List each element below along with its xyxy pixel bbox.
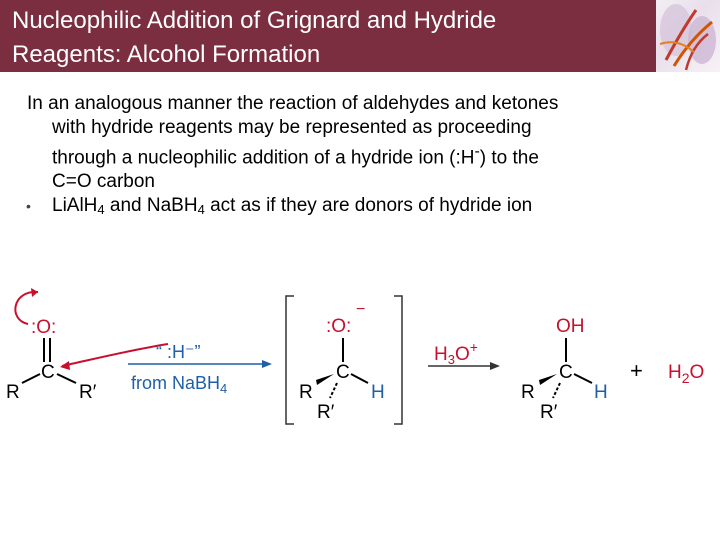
left-bracket xyxy=(286,296,294,424)
title-bar xyxy=(0,0,656,72)
hydronium-sub: 3 xyxy=(447,352,455,367)
hydronium-h: H xyxy=(434,344,448,365)
hydronium-charge: + xyxy=(469,339,478,355)
ketone-bond-rprime xyxy=(57,374,76,383)
intro-line-3-text: through a nucleophilic addition of a hydride ion (:H xyxy=(52,147,475,169)
right-bracket xyxy=(394,296,402,424)
bullet-text-b: and NaBH xyxy=(104,195,198,217)
product-wedge-r xyxy=(539,374,557,385)
ketone-r-prime: R′ xyxy=(79,382,97,403)
ketone-structure xyxy=(6,288,97,403)
bullet-text-a: LiAlH xyxy=(52,195,98,217)
product-oh: OH xyxy=(556,316,585,337)
product-carbon: C xyxy=(559,362,573,383)
slide-title-line-2: Reagents: Alcohol Formation xyxy=(12,41,321,68)
hydride-source xyxy=(131,373,227,396)
hydride-label: “ :H⁻” xyxy=(156,342,201,362)
ketone-bond-r xyxy=(22,374,40,383)
product-r-prime: R′ xyxy=(540,402,558,423)
bullet-sub-b: 4 xyxy=(197,202,205,218)
water-formula xyxy=(668,362,704,386)
slide-title-line-1: Nucleophilic Addition of Grignard and Hydride xyxy=(12,7,497,34)
intermediate-carbon: C xyxy=(336,362,350,383)
protonation-step xyxy=(428,339,500,370)
ketone-r: R xyxy=(6,382,20,403)
product-r: R xyxy=(521,382,535,403)
intermediate-h: H xyxy=(371,382,385,403)
curved-arrow-hydride xyxy=(62,344,168,366)
plus-sign: + xyxy=(630,358,643,383)
water-h: H xyxy=(668,362,682,383)
hydride-source-sub: 4 xyxy=(220,381,228,396)
intermediate-r-prime: R′ xyxy=(317,402,335,423)
intro-line-3-tail: ) to the xyxy=(479,147,539,169)
intermediate-bond-rprime xyxy=(330,383,337,398)
bullet-text-c: act as if they are donors of hydride ion xyxy=(204,195,533,217)
product-h: H xyxy=(594,382,608,403)
curved-arrow-hydride-head xyxy=(60,361,70,370)
alkoxide-charge: − xyxy=(356,301,366,318)
alkoxide-intermediate xyxy=(286,296,402,424)
product-bond-h xyxy=(574,374,592,383)
reaction-scheme xyxy=(0,280,720,440)
intermediate-bond-h xyxy=(351,374,368,383)
saffron-flower-image xyxy=(656,0,720,72)
intermediate-wedge-r xyxy=(316,374,334,385)
hydride-charge: - xyxy=(474,143,480,160)
bullet-sub-a: 4 xyxy=(97,202,105,218)
hydride-source-text: from NaBH xyxy=(131,373,221,393)
body-text xyxy=(27,92,707,222)
water-o: O xyxy=(689,362,705,383)
intro-line-4: C=O carbon xyxy=(52,171,155,193)
product-bond-rprime xyxy=(553,383,560,398)
ketone-carbon: C xyxy=(41,362,55,383)
alkoxide-oxygen: :O: xyxy=(326,316,352,337)
intermediate-r: R xyxy=(299,382,313,403)
bullet-item xyxy=(27,194,707,222)
intro-line-2: with hydride reagents may be represented as proceeding xyxy=(52,117,532,138)
flower-icon xyxy=(656,0,720,72)
curved-arrow-pi-head xyxy=(31,288,38,297)
hydronium-label xyxy=(434,339,478,367)
water-sub: 2 xyxy=(681,370,690,386)
reaction-arrow-2-head xyxy=(490,362,500,370)
intro-line-1: In an analogous manner the reaction of aldehydes and ketones xyxy=(27,93,559,114)
bullet-dot-icon: • xyxy=(26,198,31,215)
intro-line-3 xyxy=(27,140,707,170)
reaction-arrow-1-head xyxy=(262,360,272,368)
alcohol-product xyxy=(521,316,608,423)
hydronium-o: O xyxy=(454,344,470,365)
ketone-oxygen: :O: xyxy=(31,317,57,338)
